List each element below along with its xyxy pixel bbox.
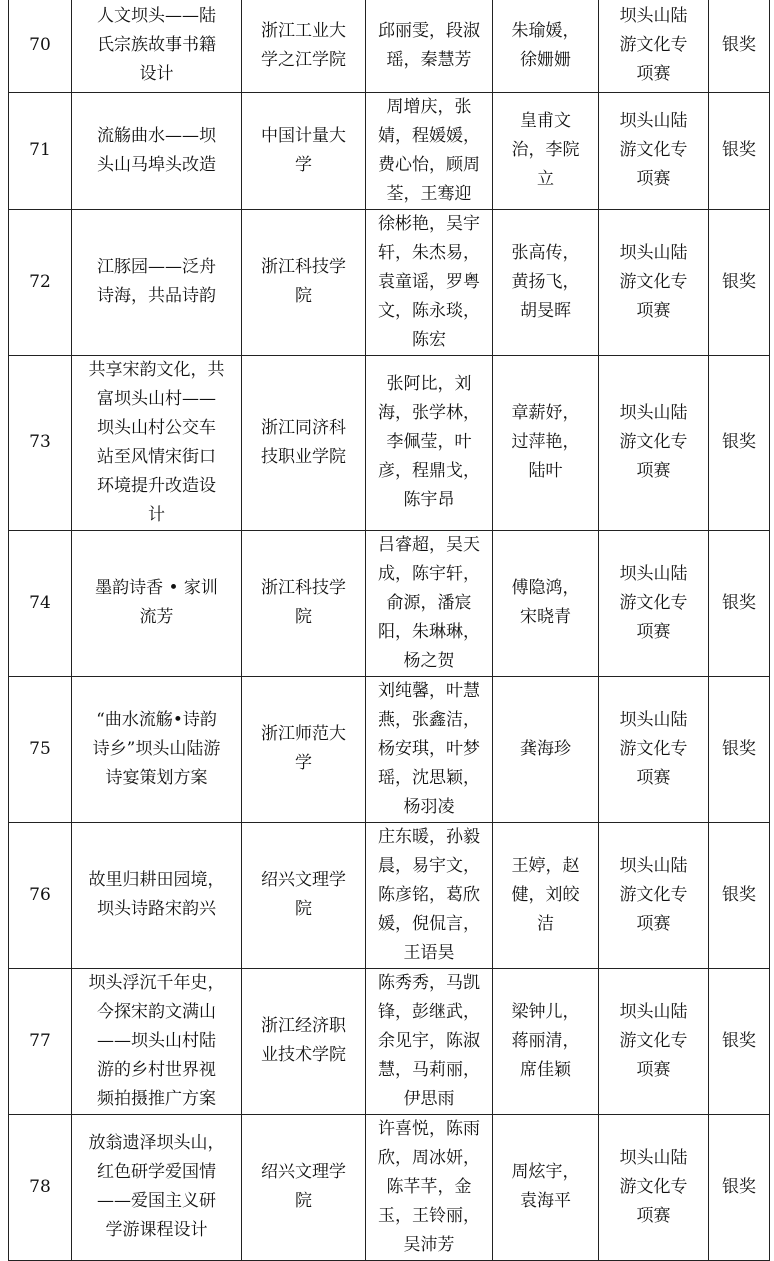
- students-line: 阳，朱琳琳，: [378, 621, 480, 642]
- project-title-cell: [72, 1114, 242, 1260]
- students-line: 陈彦铭，葛欣: [378, 884, 480, 905]
- students-line: 许喜悦，陈雨: [378, 1118, 480, 1139]
- students-line: 邱丽雯，段淑: [378, 20, 480, 41]
- school-line: 业技术学院: [261, 1045, 346, 1065]
- students-cell: [366, 0, 493, 92]
- students-line: 徐彬艳，吴宇: [378, 213, 480, 234]
- award-cell: 银奖: [709, 968, 770, 1114]
- project-title-line: 设计: [139, 64, 174, 85]
- teachers-line: 张高传，: [511, 242, 580, 263]
- table-row: [9, 355, 770, 530]
- school-cell: [242, 822, 366, 968]
- students-line: 余见宇，陈淑: [378, 1030, 480, 1051]
- entry-number-cell: 71: [9, 92, 72, 209]
- project-title-cell: [72, 968, 242, 1114]
- students-cell: [366, 92, 493, 209]
- students-line: 燕，张鑫洁，: [378, 709, 480, 730]
- category-line: 游文化专: [619, 1030, 688, 1051]
- teachers-line: 宋晓青: [520, 607, 571, 627]
- category-line: 项赛: [636, 767, 671, 788]
- project-title-line: 红色研学爱国情: [97, 1162, 216, 1182]
- award-cell: 银奖: [709, 676, 770, 822]
- project-title-line: 富坝头山村——: [97, 388, 216, 409]
- students-line: 伊思雨: [403, 1088, 455, 1109]
- teachers-cell: [493, 1114, 599, 1260]
- teachers-line: 朱瑜媛，: [511, 20, 580, 41]
- teachers-line: 章薪妤，: [511, 403, 580, 423]
- school-cell: [242, 530, 366, 676]
- category-line: 游文化专: [619, 884, 688, 905]
- entry-number-cell: 75: [9, 676, 72, 822]
- entry-number-cell: 76: [9, 822, 72, 968]
- students-line: 海，张学林，: [378, 403, 480, 423]
- students-line: 杨安琪，叶梦: [378, 738, 480, 759]
- teachers-cell: [493, 676, 599, 822]
- category-line: 项赛: [636, 913, 671, 934]
- school-line: 浙江经济职: [261, 1016, 346, 1036]
- table-row: [9, 0, 770, 92]
- school-line: 院: [295, 899, 312, 919]
- students-cell: [366, 968, 493, 1114]
- project-title-cell: [72, 355, 242, 530]
- project-title-line: 诗宴策划方案: [105, 767, 208, 788]
- students-line: 陈秀秀，马凯: [378, 972, 480, 993]
- students-line: 锋，彭继武，: [378, 1001, 480, 1022]
- category-cell: [599, 355, 709, 530]
- category-cell: [599, 1114, 709, 1260]
- table-row: [9, 822, 770, 968]
- school-line: 浙江科技学: [261, 578, 346, 598]
- table-row: [9, 209, 770, 355]
- school-line: 院: [295, 607, 312, 627]
- students-line: 吴沛芳: [403, 1234, 455, 1255]
- students-line: 玉，王铃丽，: [378, 1205, 480, 1226]
- project-title-line: 氏宗族故事书籍: [97, 35, 216, 56]
- category-cell: [599, 0, 709, 92]
- category-line: 坝头山陆: [619, 111, 688, 131]
- category-line: 游文化专: [619, 1176, 688, 1197]
- teachers-line: 傅隐鸿，: [511, 578, 580, 598]
- project-title-cell: [72, 676, 242, 822]
- project-title-line: ——爱国主义研: [97, 1191, 216, 1211]
- school-line: 浙江科技学: [261, 257, 346, 277]
- category-line: 游文化专: [619, 35, 688, 56]
- project-title-line: 游的乡村世界视: [97, 1059, 216, 1080]
- award-cell: 银奖: [709, 92, 770, 209]
- teachers-line: 陆叶: [528, 461, 563, 481]
- category-line: 项赛: [636, 64, 671, 85]
- students-line: 张阿比，刘: [386, 374, 472, 394]
- school-cell: [242, 355, 366, 530]
- category-line: 坝头山陆: [619, 242, 688, 263]
- category-line: 项赛: [636, 1059, 671, 1080]
- category-line: 项赛: [636, 461, 671, 481]
- category-line: 项赛: [636, 1205, 671, 1226]
- category-line: 游文化专: [619, 432, 688, 452]
- category-line: 项赛: [636, 621, 671, 642]
- award-table: [8, 0, 770, 1261]
- project-title-line: 计: [148, 504, 165, 525]
- project-title-line: 流芳: [139, 607, 174, 627]
- project-title-line: 流觞曲水——坝: [97, 125, 216, 146]
- project-title-line: 头山马埠头改造: [97, 154, 216, 175]
- school-cell: [242, 676, 366, 822]
- category-line: 坝头山陆: [619, 709, 688, 730]
- teachers-line: 席佳颖: [520, 1059, 571, 1080]
- project-title-line: 墨韵诗香 • 家训: [95, 578, 218, 598]
- award-cell: 银奖: [709, 1114, 770, 1260]
- school-line: 浙江同济科: [261, 417, 346, 438]
- school-line: 绍兴文理学: [261, 870, 346, 890]
- category-line: 坝头山陆: [619, 403, 688, 423]
- category-cell: [599, 530, 709, 676]
- students-line: 王语昊: [403, 942, 455, 963]
- award-cell: 银奖: [709, 530, 770, 676]
- school-line: 绍兴文理学: [261, 1162, 346, 1182]
- award-cell: 银奖: [709, 209, 770, 355]
- entry-number-cell: 70: [9, 0, 72, 92]
- school-line: 学: [295, 753, 312, 773]
- teachers-line: 健，刘皎: [511, 884, 580, 905]
- school-cell: [242, 0, 366, 92]
- category-line: 游文化专: [619, 271, 688, 292]
- award-table-body: [9, 0, 770, 1260]
- students-line: 袁童谣，罗粤: [378, 271, 480, 292]
- students-cell: [366, 530, 493, 676]
- category-line: 坝头山陆: [619, 563, 688, 584]
- project-title-line: ——坝头山村陆: [97, 1030, 216, 1051]
- students-line: 吕睿超，吴天: [378, 534, 480, 555]
- students-line: 周增庆，张: [386, 96, 472, 117]
- project-title-cell: [72, 92, 242, 209]
- school-cell: [242, 968, 366, 1114]
- category-line: 游文化专: [619, 738, 688, 759]
- teachers-cell: [493, 92, 599, 209]
- school-line: 学之江学院: [261, 49, 346, 70]
- teachers-line: 胡旻晖: [520, 300, 571, 321]
- students-cell: [366, 209, 493, 355]
- project-title-cell: [72, 0, 242, 92]
- teachers-cell: [493, 822, 599, 968]
- teachers-line: 洁: [537, 913, 554, 934]
- students-line: 李佩莹，叶: [386, 432, 472, 452]
- students-line: 瑶，沈思颖，: [378, 767, 480, 788]
- project-title-line: 站至风情宋街口: [97, 446, 216, 467]
- school-line: 学: [295, 154, 312, 175]
- project-title-line: 环境提升改造设: [97, 475, 216, 496]
- students-line: 刘纯馨，叶慧: [378, 680, 480, 701]
- table-row: [9, 968, 770, 1114]
- category-line: 项赛: [636, 169, 671, 189]
- table-row: [9, 530, 770, 676]
- students-line: 媛，倪侃言，: [378, 913, 480, 934]
- category-line: 坝头山陆: [619, 1147, 688, 1168]
- entry-number-cell: 73: [9, 355, 72, 530]
- project-title-line: 诗海，共品诗韵: [97, 286, 216, 306]
- school-cell: [242, 92, 366, 209]
- school-line: 中国计量大: [261, 125, 346, 146]
- students-line: 陈宇昂: [403, 490, 455, 510]
- category-cell: [599, 92, 709, 209]
- category-cell: [599, 676, 709, 822]
- project-title-line: 今探宋韵文满山: [97, 1001, 216, 1022]
- category-cell: [599, 209, 709, 355]
- project-title-line: 坝头山村公交车: [97, 417, 216, 438]
- teachers-line: 黄扬飞，: [511, 271, 580, 292]
- teachers-line: 皇甫文: [520, 111, 571, 131]
- students-line: 瑶，秦慧芳: [386, 49, 472, 70]
- students-line: 晨，易宇文，: [378, 855, 480, 876]
- category-line: 游文化专: [619, 140, 688, 160]
- teachers-line: 梁钟儿，: [511, 1001, 580, 1022]
- project-title-line: 共享宋韵文化，共: [88, 359, 225, 380]
- project-title-cell: [72, 530, 242, 676]
- project-title-cell: [72, 822, 242, 968]
- students-line: 杨之贺: [403, 650, 455, 671]
- teachers-line: 徐姗姗: [520, 49, 571, 70]
- project-title-line: 学游课程设计: [105, 1220, 208, 1240]
- teachers-line: 袁海平: [520, 1191, 571, 1211]
- students-line: 彦，程鼎戈，: [378, 461, 480, 481]
- teachers-line: 过萍艳，: [511, 432, 580, 452]
- award-cell: 银奖: [709, 355, 770, 530]
- teachers-line: 龚海珍: [520, 738, 571, 759]
- project-title-line: 人文坝头——陆: [97, 6, 216, 27]
- entry-number-cell: 74: [9, 530, 72, 676]
- school-line: 院: [295, 286, 312, 306]
- teachers-line: 立: [537, 169, 554, 189]
- table-row: [9, 92, 770, 209]
- students-line: 荃，王骞迎: [386, 183, 472, 204]
- school-cell: [242, 209, 366, 355]
- project-title-line: 放翁遗泽坝头山，: [88, 1133, 225, 1153]
- category-cell: [599, 968, 709, 1114]
- award-cell: 银奖: [709, 822, 770, 968]
- students-line: 俞源，潘宸: [386, 592, 472, 613]
- students-cell: [366, 355, 493, 530]
- students-cell: [366, 1114, 493, 1260]
- project-title-line: 江豚园——泛舟: [97, 257, 216, 277]
- project-title-line: 坝头浮沉千年史，: [88, 972, 225, 993]
- award-cell: 银奖: [709, 0, 770, 92]
- students-line: 慧，马莉丽，: [378, 1059, 480, 1080]
- project-title-line: 故里归耕田园境，: [88, 870, 225, 890]
- teachers-cell: [493, 209, 599, 355]
- school-line: 院: [295, 1191, 312, 1211]
- students-line: 欣，周冰妍，: [378, 1147, 480, 1168]
- students-line: 庄东暖，孙毅: [378, 826, 480, 847]
- project-title-line: 诗乡”坝头山陆游: [92, 738, 221, 759]
- category-line: 坝头山陆: [619, 855, 688, 876]
- school-line: 浙江师范大: [261, 724, 346, 744]
- teachers-line: 蒋丽清，: [511, 1030, 580, 1051]
- teachers-cell: [493, 530, 599, 676]
- school-line: 技职业学院: [261, 446, 346, 467]
- category-line: 坝头山陆: [619, 6, 688, 27]
- table-row: [9, 676, 770, 822]
- category-line: 坝头山陆: [619, 1001, 688, 1022]
- teachers-cell: [493, 968, 599, 1114]
- students-line: 陈宏: [412, 329, 446, 350]
- students-line: 轩，朱杰易，: [378, 242, 480, 263]
- category-line: 项赛: [636, 300, 671, 321]
- students-cell: [366, 822, 493, 968]
- students-cell: [366, 676, 493, 822]
- table-row: [9, 1114, 770, 1260]
- category-cell: [599, 822, 709, 968]
- school-cell: [242, 1114, 366, 1260]
- entry-number-cell: 72: [9, 209, 72, 355]
- students-line: 成，陈宇轩，: [378, 563, 480, 584]
- project-title-line: “曲水流觞•诗韵: [96, 709, 217, 730]
- teachers-line: 治，李院: [511, 140, 580, 160]
- students-line: 陈芊芊，金: [386, 1176, 472, 1197]
- students-line: 费心怡，顾周: [378, 154, 480, 175]
- entry-number-cell: 77: [9, 968, 72, 1114]
- teachers-cell: [493, 0, 599, 92]
- school-line: 浙江工业大: [261, 20, 346, 41]
- teachers-cell: [493, 355, 599, 530]
- students-line: 杨羽凌: [403, 796, 455, 817]
- students-line: 文，陈永琰，: [378, 300, 480, 321]
- teachers-line: 王婷，赵: [511, 855, 580, 876]
- project-title-line: 频拍摄推广方案: [97, 1088, 216, 1109]
- entry-number-cell: 78: [9, 1114, 72, 1260]
- teachers-line: 周炫宇，: [511, 1162, 580, 1182]
- students-line: 婧，程媛媛，: [378, 125, 480, 146]
- project-title-cell: [72, 209, 242, 355]
- category-line: 游文化专: [619, 592, 688, 613]
- project-title-line: 坝头诗路宋韵兴: [97, 899, 216, 919]
